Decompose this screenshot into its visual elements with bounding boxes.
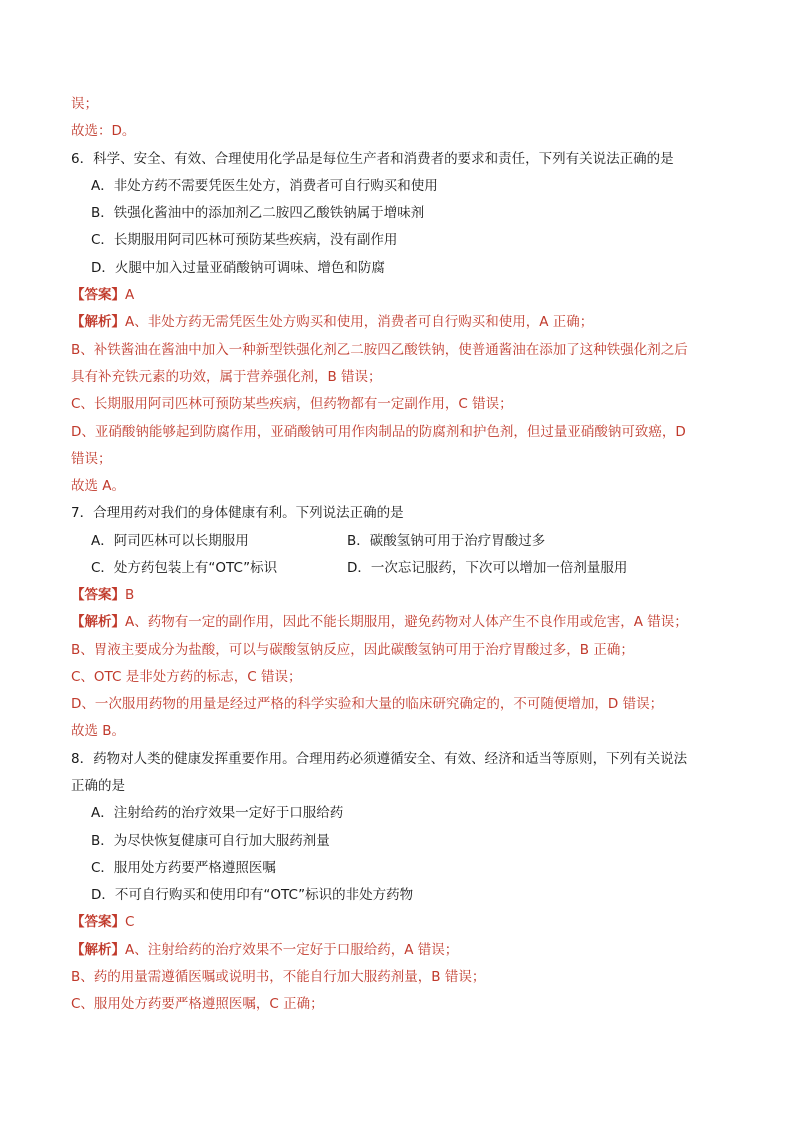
- explanation-text: A、注射给药的治疗效果不一定好于口服给药，A 错误；: [125, 942, 459, 958]
- answer-label: 【答案】: [71, 287, 125, 303]
- answer-label: 【答案】: [71, 914, 125, 930]
- explanation-7-line: [71, 613, 688, 631]
- question-8: 8．药物对人类的健康发挥重要作用。合理用药必须遵循安全、有效、经济和适当等原则，下列有关说法: [71, 751, 688, 767]
- option-8d: D．不可自行购买和使用印有“OTC”标识的非处方药物: [91, 887, 414, 903]
- explanation-6-line: D、亚硝酸钠能够起到防腐作用，亚硝酸钠可用作肉制品的防腐剂和护色剂，但过量亚硝酸钠可致癌，D: [71, 424, 686, 440]
- explanation-8-line: B、药的用量需遵循医嘱或说明书，不能自行加大服药剂量，B 错误；: [71, 969, 486, 985]
- answer-7: [71, 586, 134, 604]
- answer-8: [71, 913, 134, 931]
- option-6a: A．非处方药不需要凭医生处方，消费者可自行购买和使用: [91, 178, 438, 194]
- question-6: 6．科学、安全、有效、合理使用化学品是每位生产者和消费者的要求和责任，下列有关说法正确的是: [71, 151, 674, 167]
- answer-value: C: [125, 914, 135, 930]
- option-6c: C．长期服用阿司匹林可预防某些疾病，没有副作用: [91, 232, 398, 248]
- explanation-6-line: B、补铁酱油在酱油中加入一种新型铁强化剂乙二胺四乙酸铁钠，使普通酱油在添加了这种铁强化剂之后: [71, 342, 688, 358]
- explanation-6-line: C、长期服用阿司匹林可预防某些疾病，但药物都有一定副作用，C 错误；: [71, 396, 513, 412]
- explanation-label: 【解析】: [71, 942, 125, 958]
- explanation-6-line: 具有补充铁元素的功效，属于营养强化剂，B 错误；: [71, 369, 382, 385]
- question-8-cont: 正确的是: [71, 778, 125, 794]
- explanation-text: A、药物有一定的副作用，因此不能长期服用，避免药物对人体产生不良作用或危害，A 错误；: [125, 614, 688, 630]
- answer-label: 【答案】: [71, 587, 125, 603]
- question-7: 7．合理用药对我们的身体健康有利。下列说法正确的是: [71, 505, 404, 521]
- option-8c: C．服用处方药要严格遵照医嘱: [91, 860, 276, 876]
- explanation-label: 【解析】: [71, 314, 125, 330]
- option-6b: B．铁强化酱油中的添加剂乙二胺四乙酸铁钠属于增味剂: [91, 205, 425, 221]
- answer-6: [71, 286, 134, 304]
- option-7a: A．阿司匹林可以长期服用: [91, 533, 249, 549]
- answer-value: A: [125, 287, 135, 303]
- explanation-7-line: 故选 B。: [71, 723, 126, 739]
- text-line: 误；: [71, 96, 98, 112]
- explanation-7-line: D、一次服用药物的用量是经过严格的科学实验和大量的临床研究确定的，不可随便增加，D 错误；: [71, 696, 664, 712]
- option-8b: B．为尽快恢复健康可自行加大服药剂量: [91, 833, 330, 849]
- explanation-7-line: B、胃液主要成分为盐酸，可以与碳酸氢钠反应，因此碳酸氢钠可用于治疗胃酸过多，B 正确；: [71, 642, 634, 658]
- text-line: 故选：D。: [71, 123, 136, 139]
- explanation-8-line: C、服用处方药要严格遵照医嘱，C 正确；: [71, 996, 324, 1012]
- explanation-6-line: 错误；: [71, 451, 112, 467]
- explanation-6-line: 故选 A。: [71, 478, 126, 494]
- option-6d: D．火腿中加入过量亚硝酸钠可调味、增色和防腐: [91, 260, 385, 276]
- explanation-6-line: [71, 313, 593, 331]
- answer-value: B: [125, 587, 135, 603]
- option-7c: C．处方药包装上有“OTC”标识: [91, 560, 278, 576]
- option-7d: D．一次忘记服药，下次可以增加一倍剂量服用: [347, 560, 628, 576]
- explanation-8-line: [71, 941, 458, 959]
- option-7b: B．碳酸氢钠可用于治疗胃酸过多: [347, 533, 546, 549]
- explanation-7-line: C、OTC 是非处方药的标志，C 错误；: [71, 669, 302, 685]
- explanation-text: A、非处方药无需凭医生处方购买和使用，消费者可自行购买和使用，A 正确；: [125, 314, 594, 330]
- explanation-label: 【解析】: [71, 614, 125, 630]
- option-8a: A．注射给药的治疗效果一定好于口服给药: [91, 805, 344, 821]
